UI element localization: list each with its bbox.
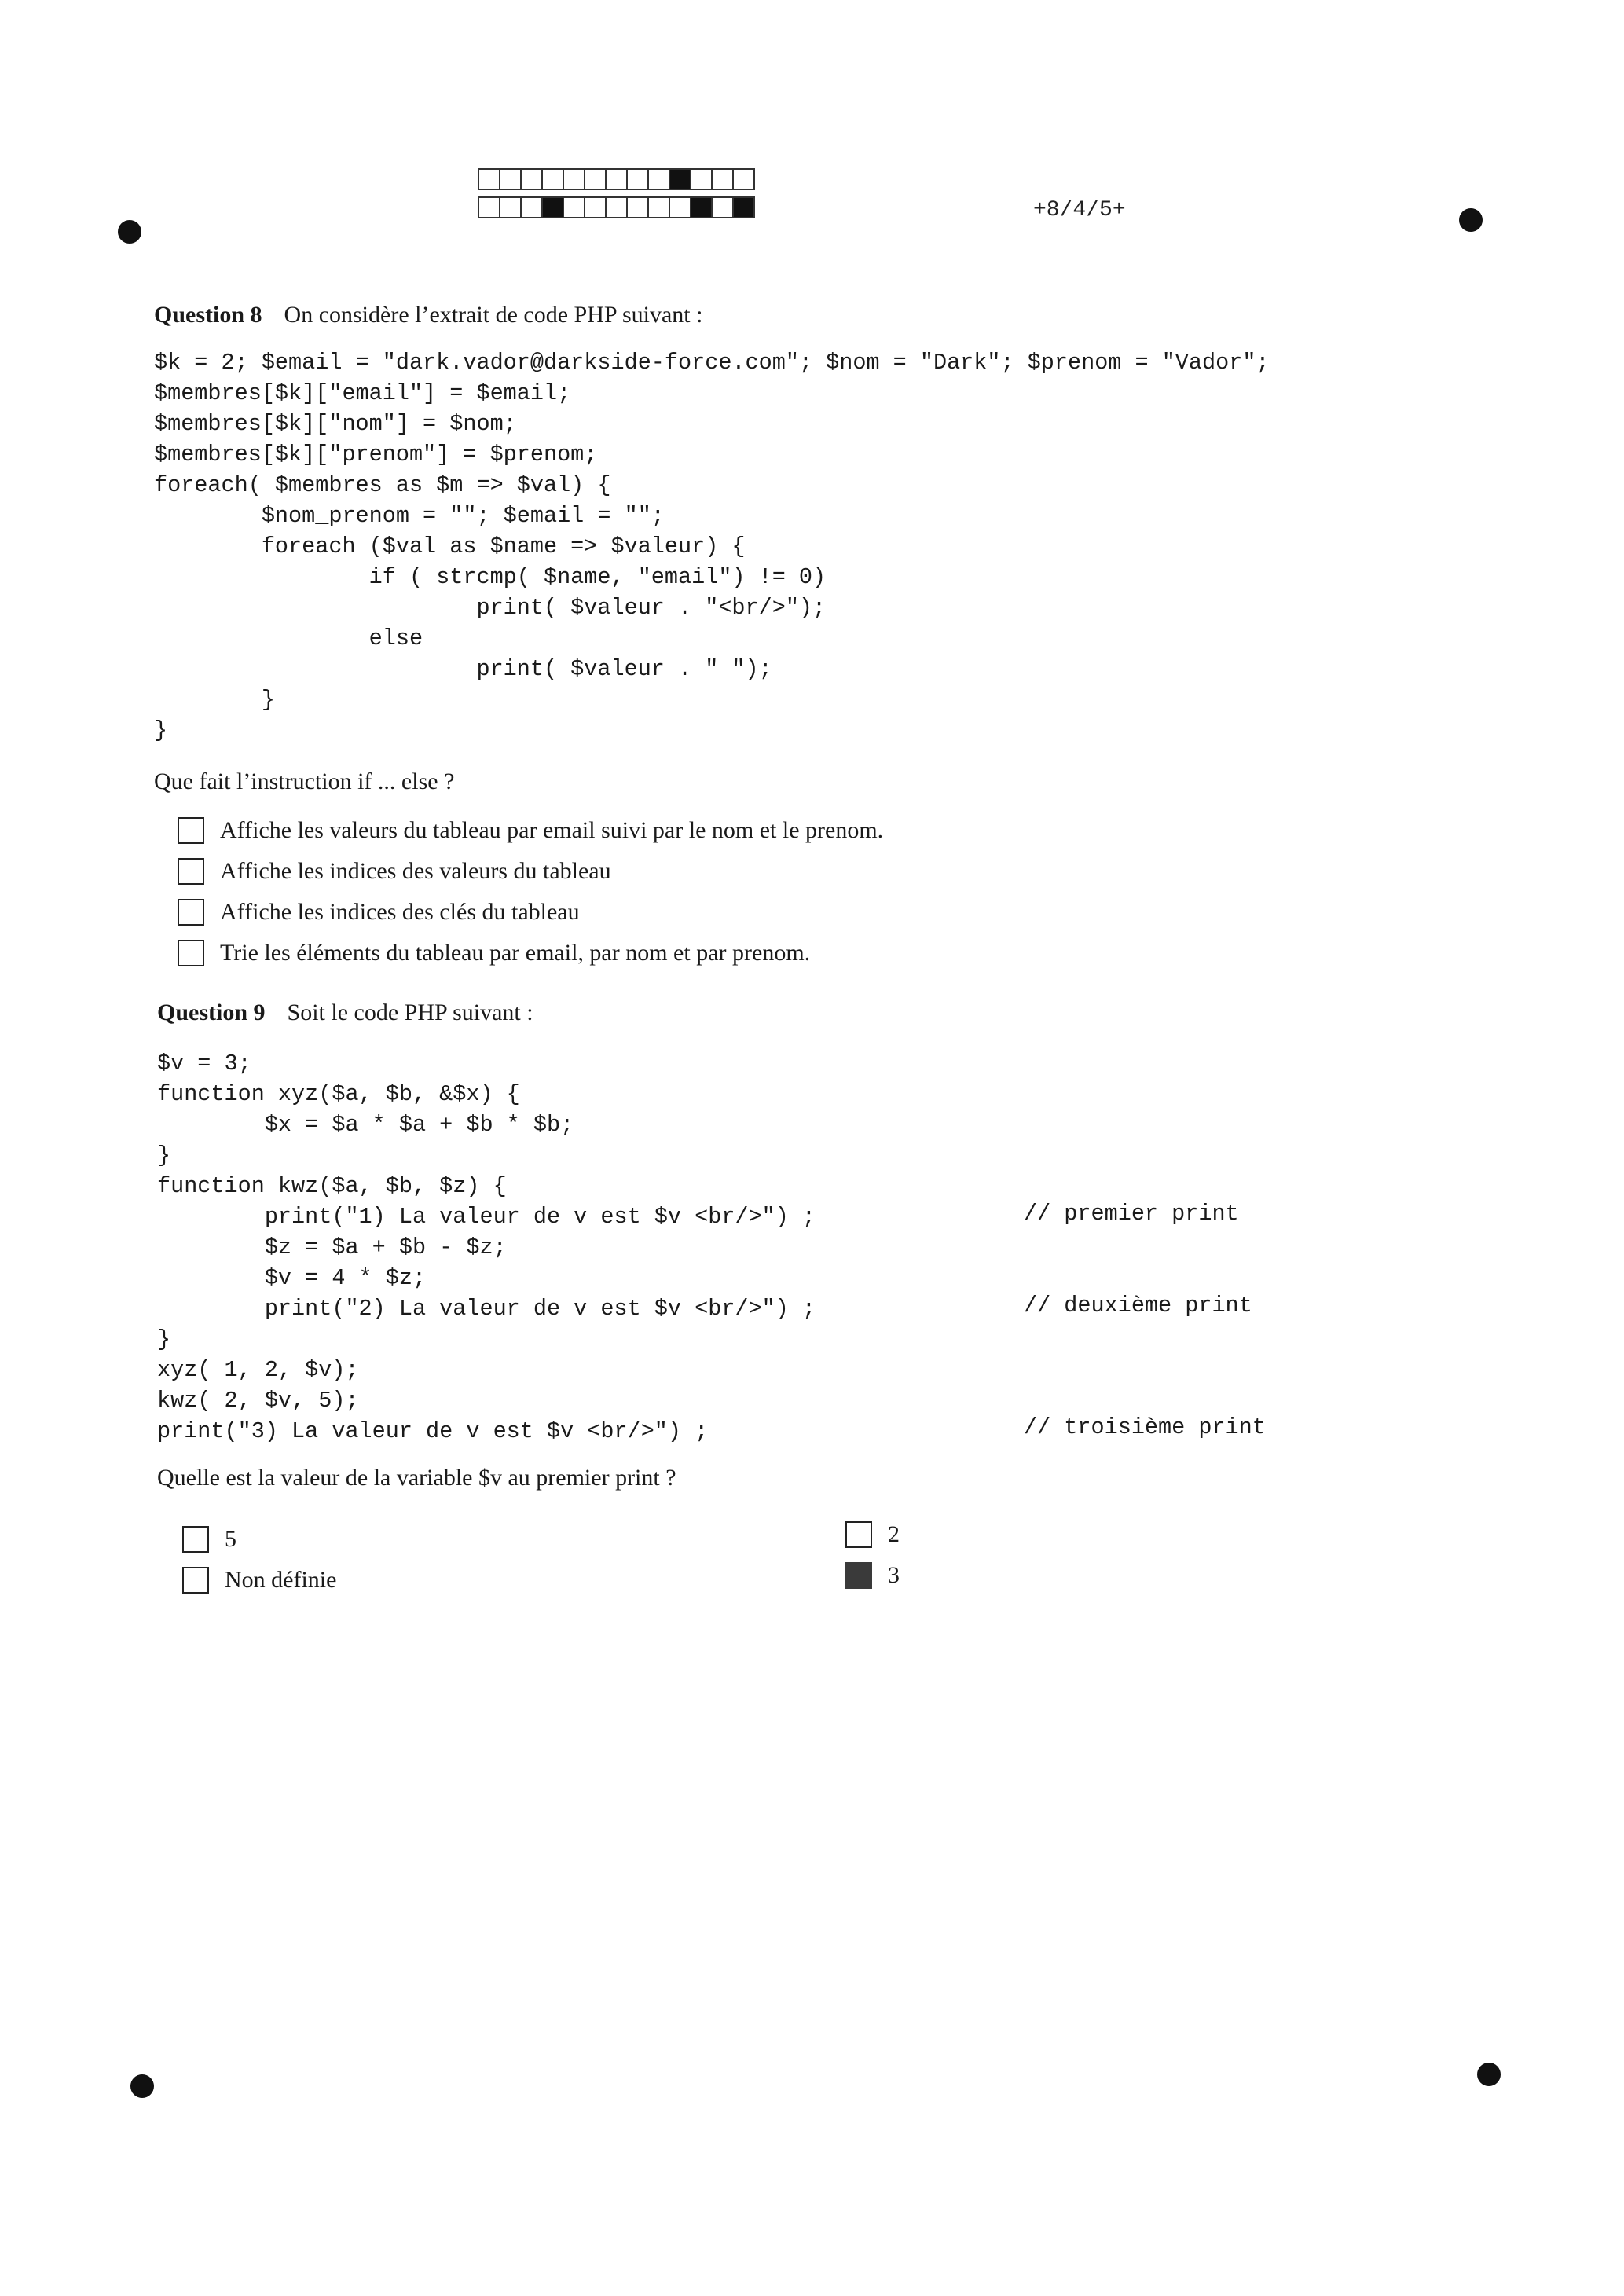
checkbox[interactable] [178, 940, 204, 966]
barcode-cell [563, 168, 585, 190]
question-8-code: $k = 2; $email = "dark.vador@darkside-force.com"; $nom = "Dark"; $prenom = "Vador"; $membres[$k]["email"] = $email; $membres[$k]["nom"] = $nom; $membres[$k]["prenom"] = $prenom; foreach( $membres as $m => $val) { $nom_prenom = ""; $email = ""; foreach ($val as $name => $valeur) { if ( strcmp( $name, "email") != 0) print( $valeur . "<br/>"); else print( $valeur . " "); } } [154, 350, 1270, 743]
question-number: Question 8 [154, 302, 262, 328]
registration-mark-top-right [1459, 208, 1483, 232]
barcode-cell-filled [690, 196, 713, 218]
checkbox[interactable] [182, 1567, 209, 1594]
question-9-choice-2[interactable] [845, 1521, 900, 1548]
question-9-choice-non-definie[interactable] [182, 1567, 336, 1594]
barcode-cell [499, 168, 522, 190]
choice-label: Affiche les valeurs du tableau par email suivi par le nom et le prenom. [220, 817, 884, 843]
checkbox[interactable] [178, 858, 204, 885]
barcode-cell [647, 196, 670, 218]
barcode-cell [499, 196, 522, 218]
barcode-cell [584, 168, 607, 190]
barcode-cell [690, 168, 713, 190]
checkbox[interactable] [845, 1521, 872, 1548]
barcode-cell [584, 196, 607, 218]
choice-label: Affiche les indices des clés du tableau [220, 899, 580, 925]
choice-label: Non définie [225, 1567, 337, 1593]
barcode-cell [647, 168, 670, 190]
comment-troisieme-print: // troisième print [1024, 1414, 1266, 1440]
choice-label: 2 [888, 1521, 900, 1547]
barcode-cell-filled [669, 168, 691, 190]
checkbox-checked[interactable] [845, 1562, 872, 1589]
question-9-choice-5[interactable] [182, 1526, 236, 1553]
question-8-choice-4[interactable] [178, 940, 810, 966]
checkbox[interactable] [182, 1526, 209, 1553]
question-9-choice-3[interactable] [845, 1562, 900, 1589]
barcode-cell [626, 196, 649, 218]
barcode-row-1 [478, 168, 753, 190]
barcode-cell [732, 168, 755, 190]
question-8-choice-1[interactable] [178, 817, 883, 844]
comment-premier-print: // premier print [1024, 1201, 1239, 1227]
barcode-row-2 [478, 196, 753, 218]
question-9-header [157, 999, 533, 1026]
comment-deuxieme-print: // deuxième print [1024, 1293, 1252, 1319]
choice-label: 5 [225, 1526, 236, 1552]
barcode-cell [520, 168, 543, 190]
question-9-prompt: Quelle est la valeur de la variable $v au premier print ? [157, 1465, 676, 1491]
barcode-cell [605, 196, 628, 218]
barcode-cell [563, 196, 585, 218]
barcode-cell [520, 196, 543, 218]
registration-mark-top-left [118, 220, 141, 244]
registration-mark-bottom-left [130, 2074, 154, 2098]
question-8-header [154, 302, 702, 328]
question-8-choice-3[interactable] [178, 899, 580, 926]
choice-label: Trie les éléments du tableau par email, par nom et par prenom. [220, 940, 811, 966]
choice-label: 3 [888, 1562, 900, 1588]
barcode-cell [605, 168, 628, 190]
barcode-cell [711, 168, 734, 190]
question-8-prompt: Que fait l’instruction if ... else ? [154, 768, 455, 794]
barcode-cell-filled [541, 196, 564, 218]
question-title: Soit le code PHP suivant : [287, 999, 533, 1025]
checkbox[interactable] [178, 899, 204, 926]
checkbox[interactable] [178, 817, 204, 844]
barcode-cell [478, 196, 500, 218]
question-9-code: $v = 3; function xyz($a, $b, &$x) { $x = $a * $a + $b * $b; } function kwz($a, $b, $z) { print("1) La valeur de v est $v <br/>") ; $z = $a + $b - $z; $v = 4 * $z; print("2) La valeur de v est $v <br/>") ; } xyz( 1, 2, $v); kwz( 2, $v, 5); print("3) La valeur de v est $v <br/>") ; [157, 1051, 816, 1444]
page-id: +8/4/5+ [1033, 198, 1126, 222]
barcode-cell [711, 196, 734, 218]
barcode-cell [669, 196, 691, 218]
question-number: Question 9 [157, 999, 266, 1025]
barcode-cell [478, 168, 500, 190]
barcode-cell [541, 168, 564, 190]
question-8-choice-2[interactable] [178, 858, 611, 885]
choice-label: Affiche les indices des valeurs du tableau [220, 858, 611, 884]
question-title: On considère l’extrait de code PHP suivant : [284, 302, 703, 328]
barcode-cell [626, 168, 649, 190]
registration-mark-bottom-right [1477, 2063, 1501, 2086]
barcode-cell-filled [732, 196, 755, 218]
